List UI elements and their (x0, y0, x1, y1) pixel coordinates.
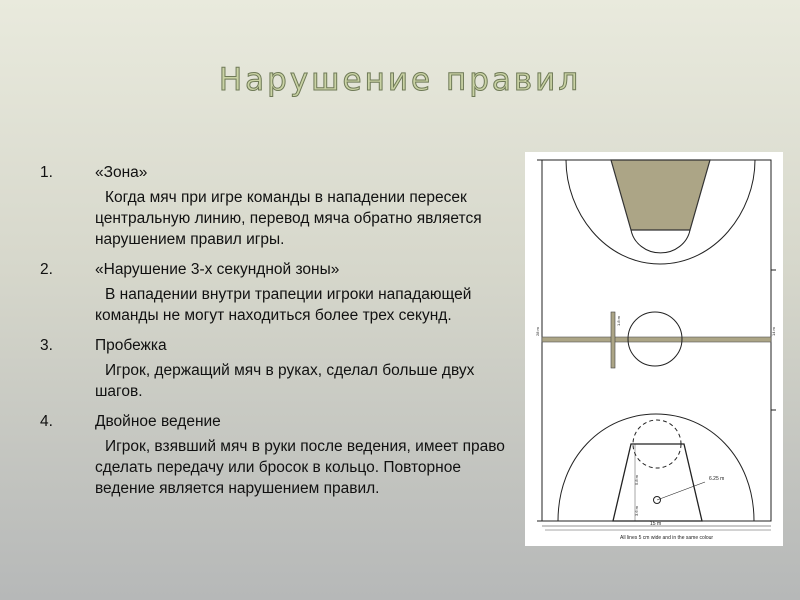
court-diagram (525, 152, 783, 546)
item-description: Игрок, держащий мяч в руках, сделал больше двух шагов. (95, 362, 475, 400)
item-number: 4. (40, 413, 53, 430)
dim-label-5-8: 5.8 m (634, 474, 639, 485)
item-description: В нападении внутри трапеции игроки нападающей команды не могут находиться более трех секунд. (95, 286, 472, 324)
dim-label-28: 28 m (535, 327, 540, 336)
item-heading: Пробежка (95, 337, 167, 354)
center-pointer (611, 312, 615, 368)
court-svg (525, 152, 783, 546)
item-description: Когда мяч при игре команды в нападении пересек центральную линию, перевод мяча обратно является нарушением правил игры. (95, 189, 482, 248)
dim-label-3-6: 3.6 m (634, 505, 639, 516)
item-heading: Двойное ведение (95, 413, 221, 430)
court-footnote: All lines 5 cm wide and in the same colour (620, 535, 714, 541)
item-description: Игрок, взявший мяч в руки после ведения, имеет право сделать передачу или бросок в кольцо. Повторное ведение является нарушением правил. (95, 438, 505, 497)
item-number: 3. (40, 337, 53, 354)
list-item (40, 259, 525, 326)
rules-list (40, 162, 525, 508)
dim-label-1-8: 1.8 m (616, 315, 621, 326)
list-item (40, 162, 525, 250)
item-heading: «Нарушение 3-х секундной зоны» (95, 261, 340, 278)
list-item (40, 411, 525, 499)
slide-title: Нарушение правил (218, 62, 582, 98)
top-free-throw-arc (631, 230, 690, 253)
item-number: 2. (40, 261, 53, 278)
dim-label-14: 14 m (771, 327, 776, 336)
item-number: 1. (40, 164, 53, 181)
top-key (611, 160, 710, 230)
item-heading: «Зона» (95, 164, 148, 181)
bottom-key (613, 444, 702, 521)
hoop-radius (657, 482, 705, 500)
list-item (40, 335, 525, 402)
dim-label-15: 15 m (650, 521, 662, 527)
dim-label-6-25: 6.25 m (709, 476, 725, 482)
center-line (542, 337, 771, 342)
